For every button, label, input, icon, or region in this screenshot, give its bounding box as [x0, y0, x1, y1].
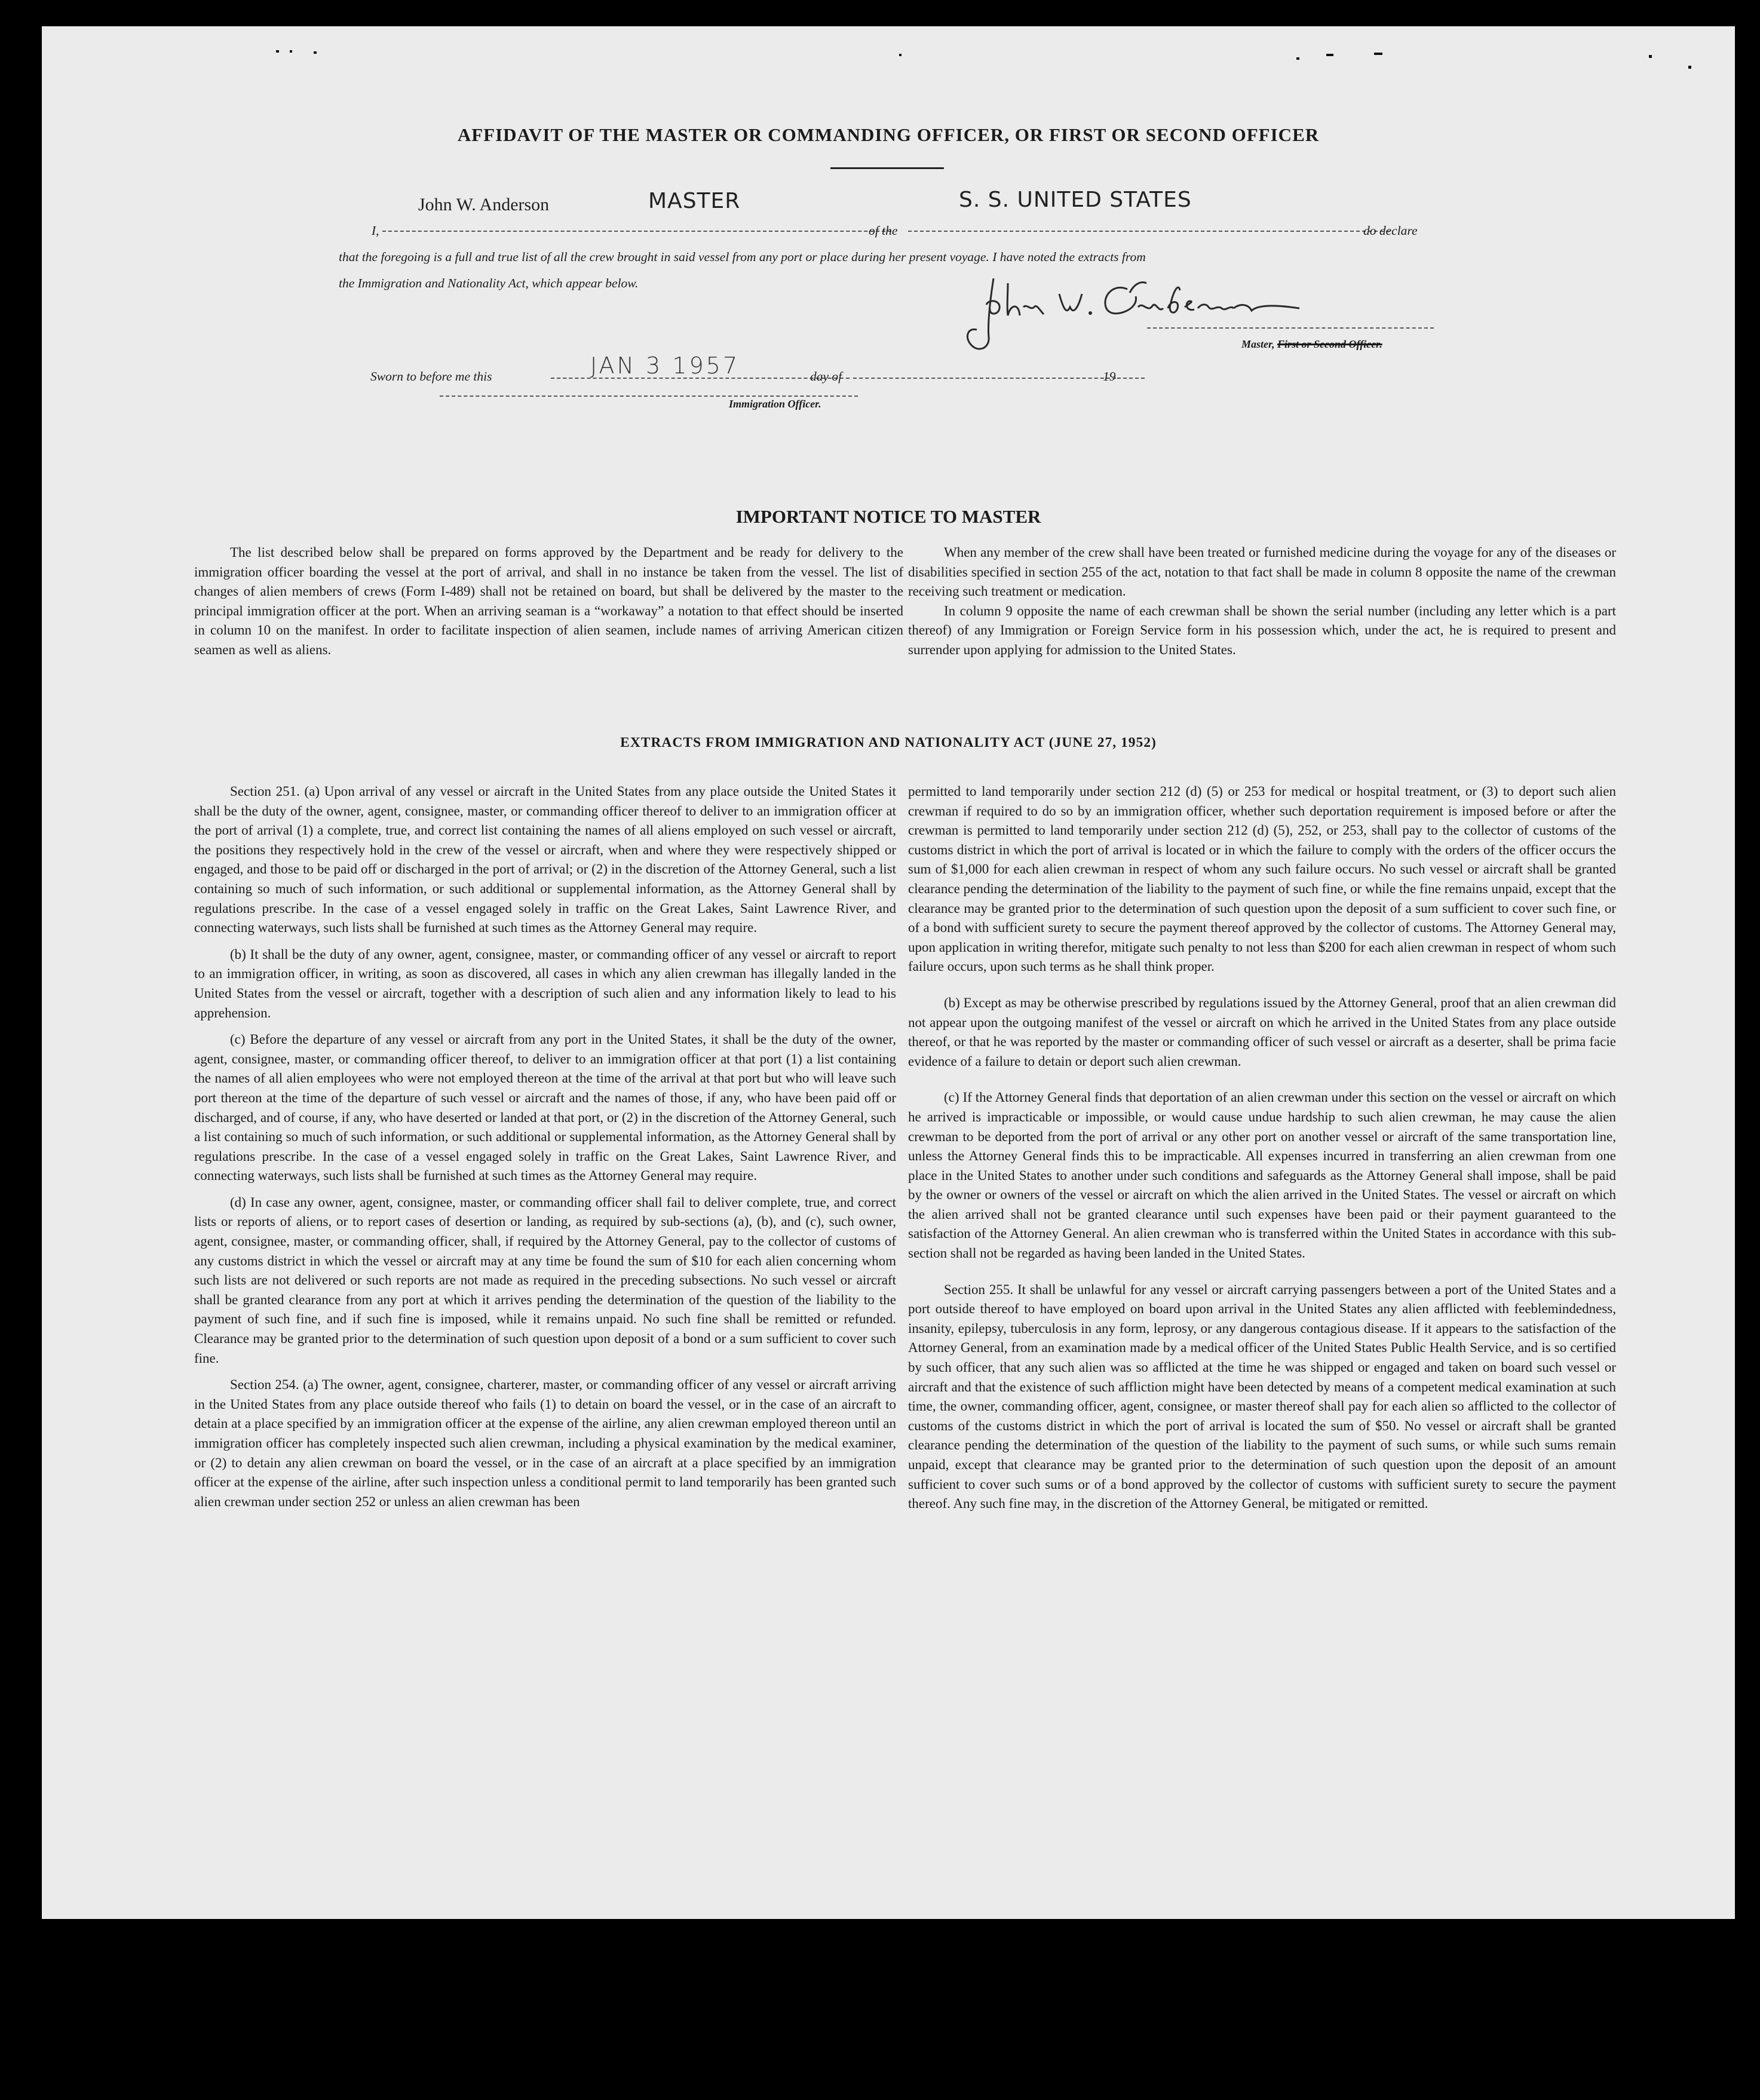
- vessel-field: [908, 217, 1390, 232]
- day-of-label: day of: [810, 369, 842, 384]
- affidavit-prefix: I,: [372, 223, 379, 238]
- extracts-left-column: [194, 782, 896, 1519]
- name-rank-field: [382, 217, 891, 232]
- master-rank: MASTER: [648, 189, 741, 213]
- section-251-b: (b) It shall be the duty of any owner, agent, consignee, master, or commanding officer of any vessel or aircraft to report to an immigration officer, in writing, as soon as discovered, all cases in which any alien crewman has illegally landed in the United States from the vessel or aircraft, together with a description of such alien and any information likely to lead to his apprehension.: [194, 946, 896, 1020]
- sworn-date-stamp: JAN 3 1957: [590, 352, 740, 379]
- scan-speck: [314, 51, 317, 54]
- notice-right-column: [908, 543, 1616, 667]
- section-255: Section 255. It shall be unlawful for any vessel or aircraft carrying passengers between a port of the United States and a port outside thereof to have employed on board upon arrival in the United States any alien afflicted with feeblemindedness, insanity, epilepsy, tuberculosis in any form, leprosy, or any dangerous contagious disease. If it appears to the satisfaction of the Attorney General, from an examination made by a medical officer of the United States Public Health Service, and is so certified by such officer, that any such alien was so afflicted at the time he was shipped or engaged and taken on board such vessel or aircraft and that the existence of such affliction might have been detected by means of a competent medical examination at such time, the owner, commanding officer, agent, consignee, or master thereof shall pay for each alien so afflicted to the collector of customs of the customs district in which the port of arrival is located the sum of $50. No vessel or aircraft shall be granted clearance pending the determination of the question of the liability to the payment of such sums, or while such sums remain unpaid, except that clearance may be granted prior to the determination of such question upon the deposit of an amount sufficient to cover such sums or of a bond approved by the collector of customs with sufficient surety to secure the payment thereof. Any such fine may, in the discretion of the Attorney General, be mitigated or remitted.: [908, 1282, 1616, 1512]
- document-page: [42, 26, 1735, 1919]
- do-declare-label: do declare: [1363, 223, 1418, 238]
- scan-speck: [276, 50, 279, 53]
- title-underline: [830, 167, 944, 169]
- extracts-right-column: [908, 782, 1616, 1521]
- affidavit-title: AFFIDAVIT OF THE MASTER OR COMMANDING OFFICER, OR FIRST OR SECOND OFFICER: [457, 124, 1320, 145]
- section-251-d: (d) In case any owner, agent, consignee, master, or commanding officer shall fail to deliver complete, true, and correct lists or reports of aliens, or to report cases of desertion or landing, as required by sub-sections (a), (b), and (c), such owner, agent, consignee, master, or commanding officer, shall, if required by the Attorney General, pay to the collector of customs of any customs district in which the vessel or aircraft may at any time be found the sum of $10 for each alien concerning whom such lists are not delivered or such reports are not made as required in the preceding subsections. No such vessel or aircraft shall be granted clearance from any port at which it arrives pending the determination of the question of the liability to the payment of such fine, and if such fine is imposed, while it remains unpaid. No such fine shall be remitted or refunded. Clearance may be granted prior to the determination of such question upon deposit of a bond or a sum sufficient to cover such fine.: [194, 1194, 896, 1366]
- signature-line: [1147, 319, 1434, 329]
- year-label: 19: [1103, 369, 1116, 384]
- of-the-label: of the: [869, 223, 898, 238]
- vessel-name: S. S. UNITED STATES: [959, 188, 1192, 212]
- section-254-b: (b) Except as may be otherwise prescribed by regulations issued by the Attorney General, proof that an alien crewman did not appear upon the outgoing manifest of the vessel or aircraft on which he arrived in the United States from any place outside thereof, or that he was reported by the master or commanding officer of such vessel or aircraft as a deserter, shall be prima facie evidence of a failure to detain or deport such alien crewman.: [908, 995, 1616, 1069]
- signer-title-struck: First or Second Officer.: [1277, 338, 1382, 350]
- scan-speck: [1649, 55, 1652, 58]
- scan-speck: [1688, 66, 1691, 69]
- immigration-officer-line: [440, 390, 858, 397]
- signer-title: [1241, 338, 1382, 351]
- section-251-c: (c) Before the departure of any vessel or aircraft from any port in the United States, it shall be the duty of the owner, agent, consignee, master, or commanding officer thereof, to deliver to an immigration officer at that port (1) a list containing the names of all alien employees who were not employed thereon at the time of the arrival at that port but who will leave such port thereon at the time of the departure of such vessel or aircraft and the names of those, if any, who have been paid off or discharged, and of course, if any, who have deserted or landed at that port, or (2) in the discretion of the Attorney General, such a list containing so much of such information, or such additional or supplemental information, as the Attorney General shall by regulations prescribe. In the case of a vessel engaged solely in traffic on the Great Lakes, Saint Lawrence River, and connecting waterways, such lists shall be furnished at such times as the Attorney General may require.: [194, 1032, 896, 1184]
- master-name: John W. Anderson: [418, 195, 550, 214]
- sworn-label: Sworn to before me this: [370, 369, 492, 384]
- notice-right-paragraph-1: When any member of the crew shall have been treated or furnished medicine during the voyage for any of the diseases or disabilities specified in section 255 of the act, notation to that fact shall be made in column 8 opposite the name of the crewman receiving such treatment or medication.: [908, 545, 1616, 599]
- notice-right-paragraph-2: In column 9 opposite the name of each crewman shall be shown the serial number (including any letter which is a part thereof) of any Immigration or Foreign Service form in his possession which, under the act, he is required to present and surrender upon applying for admission to the United States.: [908, 603, 1616, 657]
- section-254-a: Section 254. (a) The owner, agent, consignee, charterer, master, or commanding officer of any vessel or aircraft arriving in the United States from any place outside thereof who fails (1) to detain on board the vessel, or in the case of an aircraft to detain at a place specified by an immigration officer at the expense of the airline, any alien crewman employed thereon until an immigration officer has completely inspected such alien crewman, including a physical examination by the medical examiner, or (2) to detain any alien crewman on board the vessel, or in the case of an aircraft at a place specified by an immigration officer at the expense of the airline, after such inspection unless a conditional permit to land temporarily has been granted such alien crewman under section 252 or unless an alien crewman has been: [194, 1377, 896, 1509]
- notice-left-paragraph: The list described below shall be prepared on forms approved by the Department and be ready for delivery to the immigration officer boarding the vessel at the port of arrival, and shall in no instance be taken from the vessel. The list of changes of alien members of crews (Form I-489) shall not be retained on board, but shall be delivered by the master to the principal immigration officer at the port. When an arriving seaman is a “workaway” a notation to that effect should be inserted in column 10 on the manifest. In order to facilitate inspection of alien seamen, include names of arriving American citizen seamen as well as aliens.: [194, 545, 903, 657]
- scan-speck: [1296, 57, 1299, 60]
- section-251-a: Section 251. (a) Upon arrival of any vessel or aircraft in the United States from any place outside the United States it shall be the duty of the owner, agent, consignee, master, or commanding officer thereof to deliver to an immigration officer at the port of arrival (1) a complete, true, and correct list containing the names of all aliens employed on such vessel or aircraft, the positions they respectively hold in the crew of the vessel or aircraft, when and where they were respectively shipped or engaged, and those to be paid off or discharged in the port of arrival; or (2) in the discretion of the Attorney General, such a list containing so much of such information, or such additional or supplemental information, as the Attorney General shall by regulations prescribe. In the case of a vessel engaged solely in traffic on the Great Lakes, Saint Lawrence River, and connecting waterways, such lists shall be furnished at such times as the Attorney General may require.: [194, 784, 896, 936]
- scan-speck: [1374, 53, 1382, 55]
- notice-left-column: [194, 543, 903, 667]
- scan-speck: [1326, 54, 1333, 56]
- day-of-field: [853, 364, 1116, 379]
- notice-heading: IMPORTANT NOTICE TO MASTER: [735, 506, 1041, 527]
- year-field: [1117, 364, 1145, 379]
- declaration-line-1: that the foregoing is a full and true list of all the crew brought in said vessel from any port or place during her present voyage. I have noted the extracts from: [339, 250, 1146, 264]
- declaration-line-2: the Immigration and Nationality Act, which appear below.: [339, 276, 639, 290]
- extracts-heading: EXTRACTS FROM IMMIGRATION AND NATIONALITY ACT (JUNE 27, 1952): [620, 735, 1157, 750]
- scan-speck: [899, 54, 902, 56]
- immigration-officer-caption: Immigration Officer.: [729, 398, 821, 410]
- scan-speck: [290, 50, 292, 53]
- section-254-c: (c) If the Attorney General finds that deportation of an alien crewman under this section on the vessel or aircraft on which he arrived is impracticable or impossible, or would cause undue hardship to such alien crewman, he may cause the alien crewman to be deported from the port of arrival or any other port on another vessel or aircraft of the same transportation line, unless the Attorney General finds this to be impracticable. All expenses incurred in transferring an alien crewman from one place in the United States to another under such conditions and safeguards as the Attorney General shall impose, shall be paid by the owner or owners of the vessel or aircraft on which the alien arrived in the United States. The vessel or aircraft on which the alien arrived shall not be granted clearance until such expenses have been paid or their payment guaranteed to the satisfaction of the Attorney General. An alien crewman who is transferred within the United States in accordance with this sub-section shall not be regarded as having been landed in the United States.: [908, 1090, 1616, 1261]
- signer-title-master: Master,: [1241, 338, 1275, 350]
- section-254-a-continued: permitted to land temporarily under section 212 (d) (5) or 253 for medical or hospital treatment, or (3) to deport such alien crewman if required to do so by an immigration officer, whether such deportation requirement is imposed before or after the crewman is permitted to land temporarily under section 212 (d) (5), 252, or 253, shall pay to the collector of customs of the customs district in which the port of arrival is located or in which the failure to comply with the orders of the officer occurs the sum of $1,000 for each alien crewman in respect of whom any such failure occurs. No such vessel or aircraft shall be granted clearance pending the determination of the liability to the payment of such fine, or while the fine remains unpaid, except that the clearance may be granted prior to the determination of such question upon the deposit of a sum sufficient to cover such fine, or of a bond with sufficient surety to secure the payment thereof approved by the collector of customs. The Attorney General may, upon application in writing therefor, mitigate such penalty to not less than $200 for each alien crewman in respect of whom such failure occurs, upon such terms as he shall think proper.: [908, 784, 1616, 974]
